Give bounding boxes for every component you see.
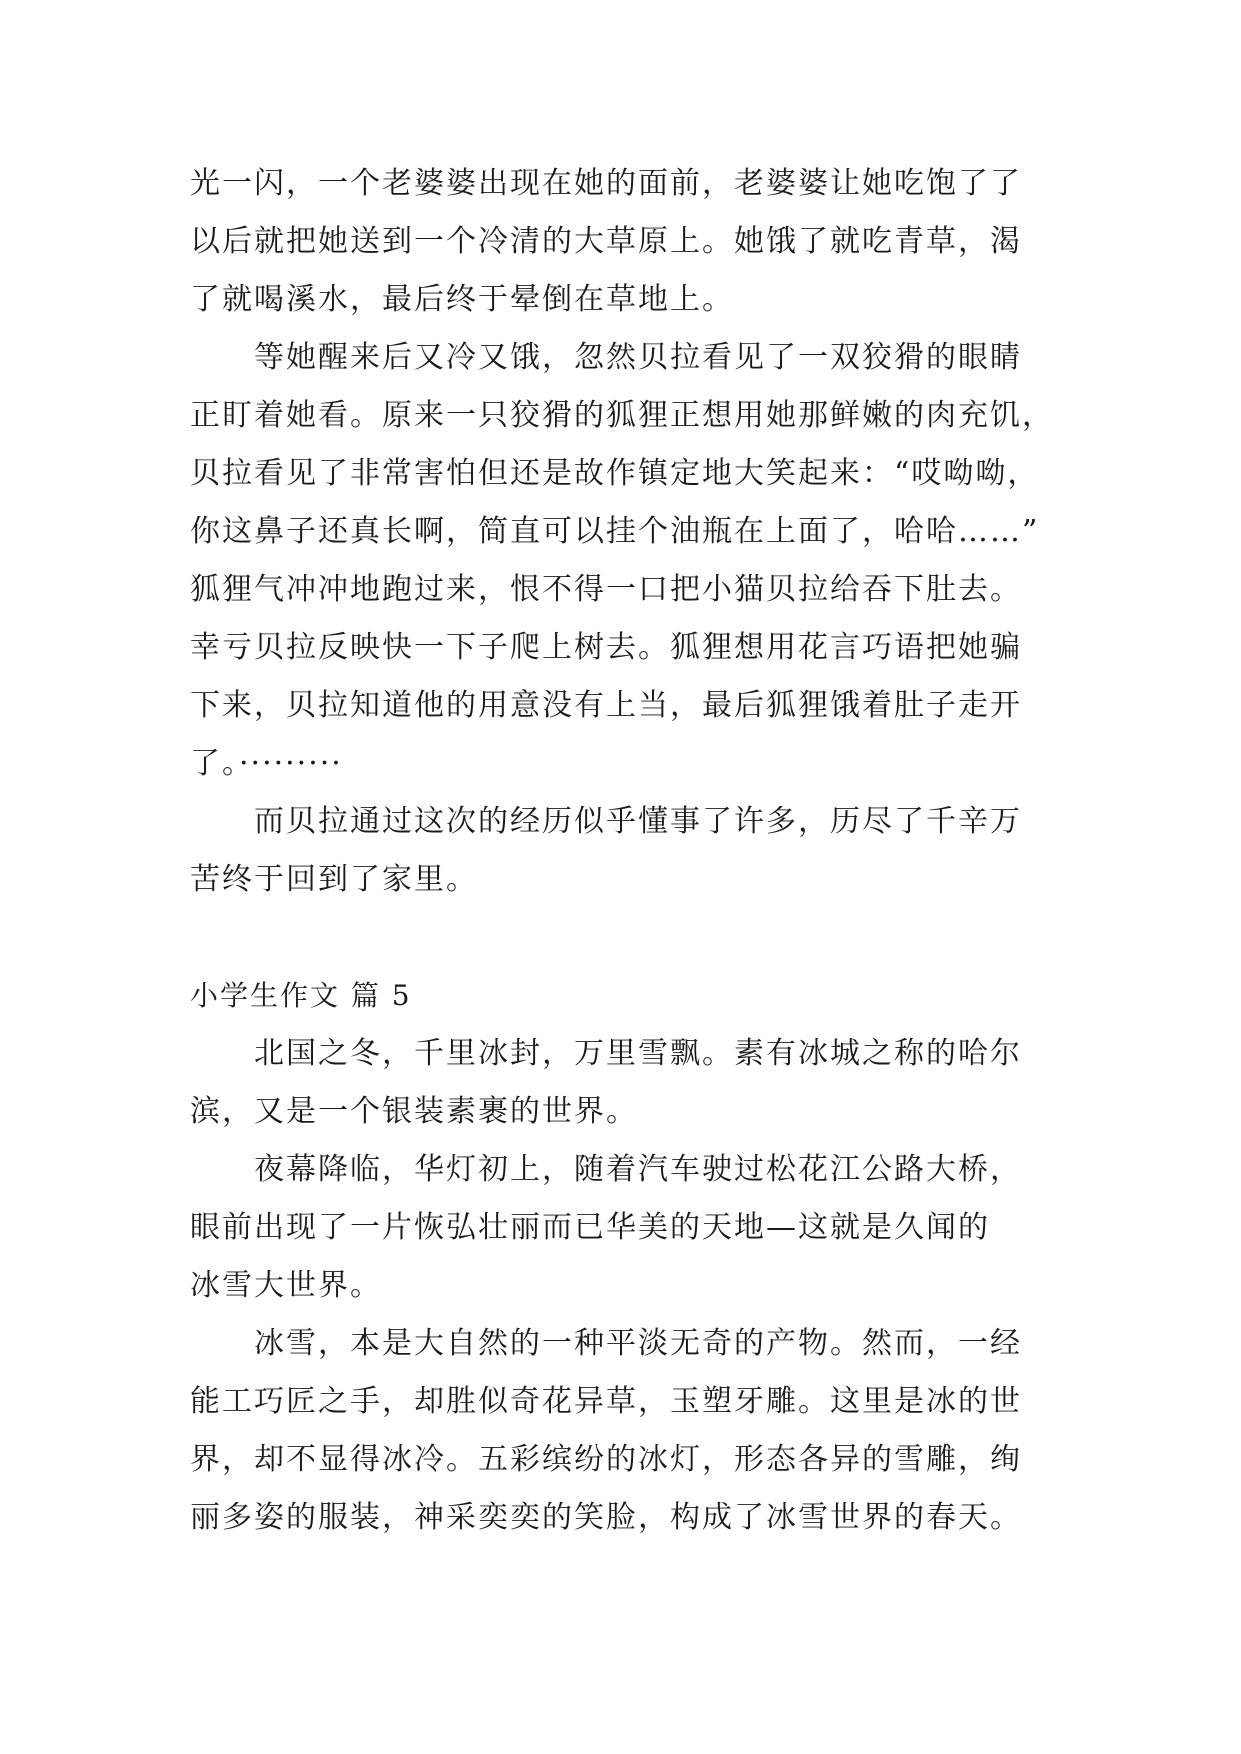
document-page	[190, 155, 1060, 1547]
text-line: 等她醒来后又冷又饿，忽然贝拉看见了一双狡猾的眼睛	[254, 340, 1022, 375]
paragraph	[190, 1315, 1060, 1547]
text-line: 苦终于回到了家里。	[190, 862, 478, 897]
text-line: 丽多姿的服装，神采奕奕的笑脸，构成了冰雪世界的春天。	[190, 1500, 1022, 1535]
paragraph	[190, 1025, 1060, 1141]
text-line: 北国之冬，千里冰封，万里雪飘。素有冰城之称的哈尔	[254, 1036, 1022, 1071]
section-heading: 小学生作文 篇 5	[190, 979, 412, 1012]
text-line: 下来，贝拉知道他的用意没有上当，最后狐狸饿着肚子走开	[190, 688, 1022, 723]
text-line: 滨，又是一个银装素裹的世界。	[190, 1094, 638, 1129]
text-line: 能工巧匠之手，却胜似奇花异草，玉塑牙雕。这里是冰的世	[190, 1384, 1022, 1419]
text-line: 贝拉看见了非常害怕但还是故作镇定地大笑起来：“哎呦呦，	[190, 456, 1040, 491]
paragraph	[190, 793, 1060, 909]
paragraph	[190, 155, 1060, 329]
text-line: 了就喝溪水，最后终于晕倒在草地上。	[190, 282, 734, 317]
text-line: 夜幕降临，华灯初上，随着汽车驶过松花江公路大桥，	[254, 1152, 1022, 1187]
text-line: 光一闪，一个老婆婆出现在她的面前，老婆婆让她吃饱了了	[190, 166, 1022, 201]
text-line: 你这鼻子还真长啊，简直可以挂个油瓶在上面了，哈哈……”	[190, 514, 1040, 549]
text-line: 界，却不显得冰冷。五彩缤纷的冰灯，形态各异的雪雕，绚	[190, 1442, 1022, 1477]
text-line: 冰雪大世界。	[190, 1268, 382, 1303]
text-line: 幸亏贝拉反映快一下子爬上树去。狐狸想用花言巧语把她骗	[190, 630, 1022, 665]
text-line: 狐狸气冲冲地跑过来，恨不得一口把小猫贝拉给吞下肚去。	[190, 572, 1022, 607]
text-line: 正盯着她看。原来一只狡猾的狐狸正想用她那鲜嫩的肉充饥，	[190, 398, 1054, 433]
text-line: 冰雪，本是大自然的一种平淡无奇的产物。然而，一经	[254, 1326, 1022, 1361]
text-line: 以后就把她送到一个冷清的大草原上。她饿了就吃青草，渴	[190, 224, 1022, 259]
paragraph	[190, 329, 1060, 793]
text-line: 而贝拉通过这次的经历似乎懂事了许多，历尽了千辛万	[254, 804, 1022, 839]
text-line: 了。·········	[190, 746, 343, 781]
paragraph	[190, 1141, 1060, 1315]
text-line: 眼前出现了一片恢弘壮丽而已华美的天地—这就是久闻的	[190, 1210, 990, 1245]
